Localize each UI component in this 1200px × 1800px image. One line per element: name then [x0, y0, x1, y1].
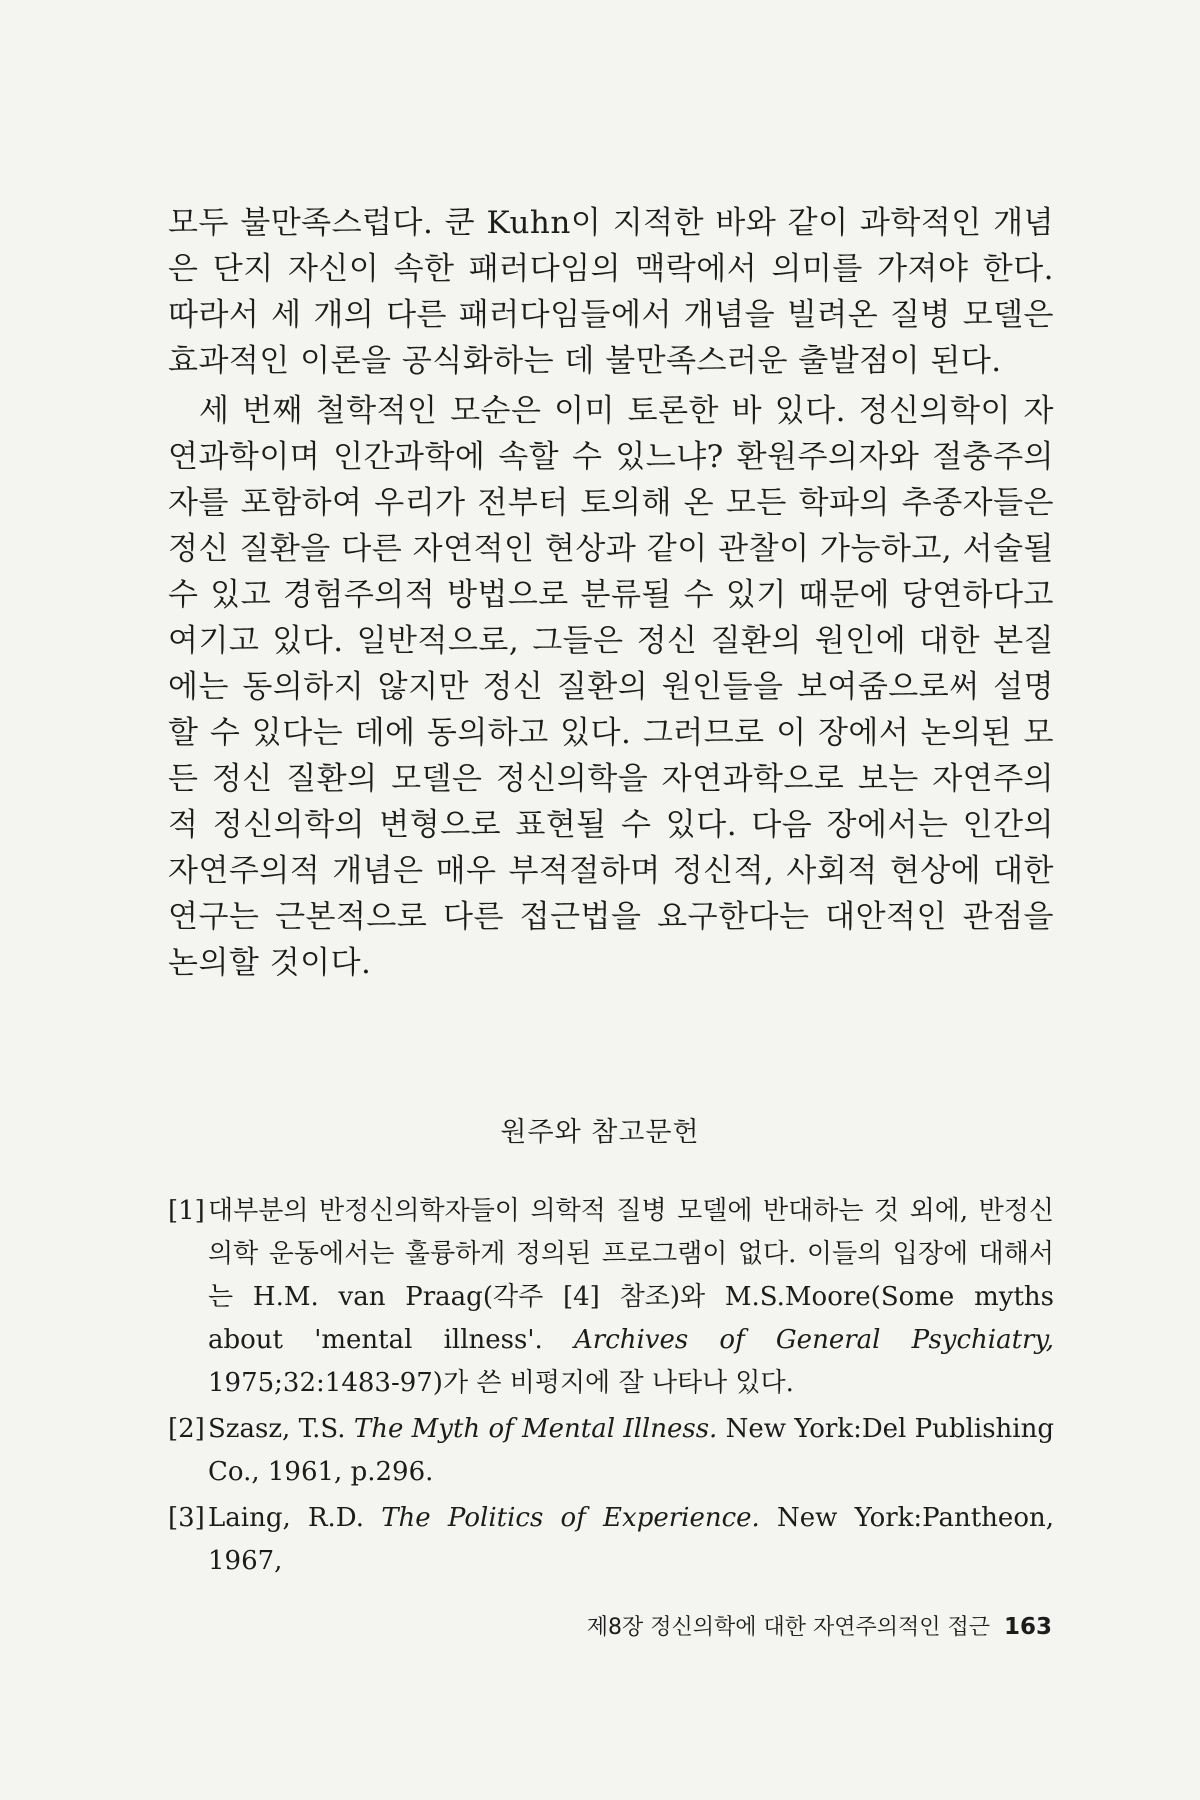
- reference-item: [168, 1408, 1054, 1494]
- reference-text-part: New York:Pantheon, 1967,: [208, 1503, 1054, 1576]
- reference-item: [168, 1497, 1054, 1583]
- body-paragraph: 모두 불만족스럽다. 쿤 Kuhn이 지적한 바와 같이 과학적인 개념은 단지 자신이 속한 패러다임의 맥락에서 의미를 가져야 한다. 따라서 세 개의 다른 패러다임들에서 개념을 빌려온 질병 모델은 효과적인 이론을 공식화하는 데 불만족스러운 출발점이 된다.: [168, 205, 1054, 379]
- reference-text: [208, 1190, 1054, 1405]
- references-heading: 원주와 참고문헌: [500, 1117, 700, 1148]
- reference-text-part: Szasz, T.S.: [208, 1414, 354, 1444]
- body-text: [168, 200, 1054, 990]
- reference-number: [2]: [168, 1414, 205, 1444]
- reference-text: [208, 1497, 1054, 1583]
- reference-title: Archives of General Psychiatry,: [573, 1325, 1054, 1355]
- reference-text-part: New York:Del Publishing Co., 1961, p.296.: [208, 1414, 1054, 1487]
- reference-number: [1]: [168, 1196, 205, 1226]
- references-list: [168, 1190, 1054, 1586]
- reference-text-part: Laing, R.D.: [208, 1503, 382, 1533]
- reference-number: [3]: [168, 1503, 205, 1533]
- reference-text-part: 대부분의 반정신의학자들이 의학적 질병 모델에 반대하는 것 외에, 반정신의학 운동에서는 훌륭하게 정의된 프로그램이 없다. 이들의 입장에 대해서는 H.M. van Praag(각주 [4] 참조)와 M.S.Moore(Some myths about 'mental illness'.: [208, 1196, 1054, 1355]
- reference-item: [168, 1190, 1054, 1405]
- reference-title: The Politics of Experience.: [381, 1503, 760, 1533]
- reference-text-part: 1975;32:1483-97)가 쓴 비평지에 잘 나타나 있다.: [208, 1368, 794, 1398]
- page-number: 163: [1003, 1614, 1052, 1640]
- reference-title: The Myth of Mental Illness.: [353, 1414, 718, 1444]
- running-footer-chapter: 제8장 정신의학에 대한 자연주의적인 접근: [586, 1615, 990, 1640]
- body-paragraph: 세 번째 철학적인 모순은 이미 토론한 바 있다. 정신의학이 자연과학이며 인간과학에 속할 수 있느냐? 환원주의자와 절충주의자를 포함하여 우리가 전부터 토의해 온 모든 학파의 추종자들은 정신 질환을 다른 자연적인 현상과 같이 관찰이 가능하고, 서술될 수 있고 경험주의적 방법으로 분류될 수 있기 때문에 당연하다고 여기고 있다. 일반적으로, 그들은 정신 질환의 원인에 대한 본질에는 동의하지 않지만 정신 질환의 원인들을 보여줌으로써 설명할 수 있다는 데에 동의하고 있다. 그러므로 이 장에서 논의된 모든 정신 질환의 모델은 정신의학을 자연과학으로 보는 자연주의적 정신의학의 변형으로 표현될 수 있다. 다음 장에서는 인간의 자연주의적 개념은 매우 부적절하며 정신적, 사회적 현상에 대한 연구는 근본적으로 다른 접근법을 요구한다는 대안적인 관점을 논의할 것이다.: [168, 393, 1054, 981]
- reference-text: [208, 1408, 1054, 1494]
- page-footer: [587, 1610, 1052, 1641]
